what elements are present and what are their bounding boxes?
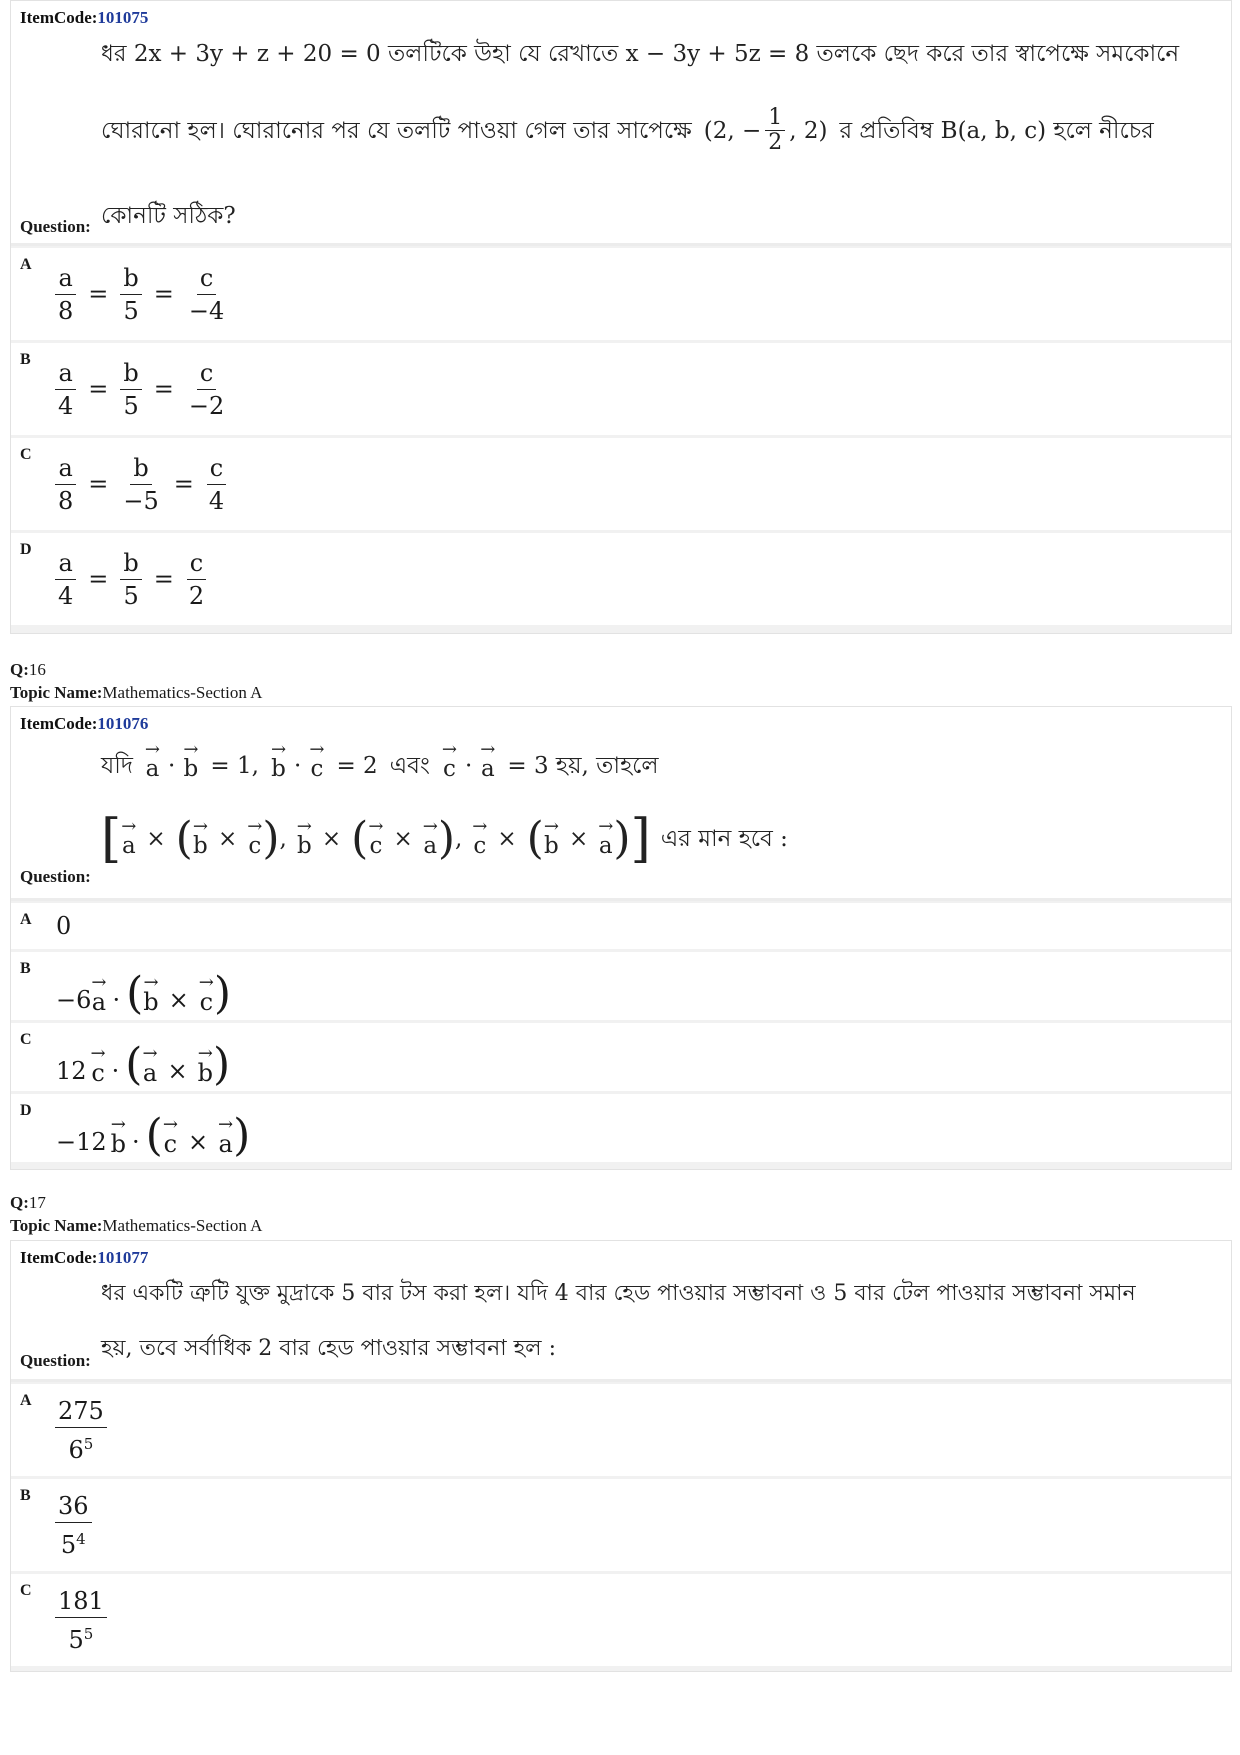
topic-name: Topic Name:Mathematics-Section A: [10, 683, 263, 702]
question-block-101076: [10, 706, 1232, 1170]
stem-line-3: কোনটি সঠিক?: [101, 203, 236, 229]
item-code: ItemCode:101077: [20, 1248, 149, 1267]
stem-line-2: হয়, তবে সর্বাধিক 2 বার হেড পাওয়ার সম্ভাবনা হল :: [101, 1336, 556, 1361]
option-letter: C: [20, 446, 32, 463]
option-body: 0: [56, 912, 72, 940]
option-letter: B: [20, 1487, 31, 1504]
option-letter: B: [20, 960, 31, 977]
option-letter: D: [20, 1102, 32, 1119]
option-letter: D: [20, 541, 32, 558]
option-letter: C: [20, 1031, 32, 1048]
option-b[interactable]: [11, 1479, 1231, 1571]
option-body: $\frac{a}{8}$ = $\frac{b}{5}$ = $\frac{c}{-4}$: [51, 248, 1211, 340]
option-letter: A: [20, 256, 32, 273]
option-body: $\frac{275}{6^5}$: [51, 1384, 1211, 1476]
question-label: Question:: [20, 217, 91, 236]
option-d[interactable]: [11, 1094, 1231, 1162]
question-label: Question:: [20, 1351, 91, 1370]
option-body: $\frac{36}{5^4}$: [51, 1479, 1211, 1571]
question-label: Question:: [20, 867, 91, 886]
question-stem: [11, 1, 1231, 246]
stem-line-1: ধর একটি ত্রুটি যুক্ত মুদ্রাকে 5 বার টস করা হল। যদি 4 বার হেড পাওয়ার সম্ভাবনা ও 5 বার টেল পাওয়ার সম্ভাবনা সমান: [101, 1281, 1136, 1306]
option-letter: B: [20, 351, 31, 368]
option-b[interactable]: [11, 952, 1231, 1020]
option-body: 12 → c · ( → a × → b ): [56, 1039, 231, 1090]
option-d[interactable]: [11, 533, 1231, 625]
option-body: $\frac{a}{8}$ = $\frac{b}{-5}$ = $\frac{c}{4}$: [51, 438, 1211, 530]
option-b[interactable]: [11, 343, 1231, 435]
question-block-101075: [10, 0, 1232, 634]
item-code-value: 101076: [97, 714, 149, 733]
reflection-point: (2, − $\frac{1}{2}$ , 2): [703, 105, 828, 155]
option-letter: C: [20, 1582, 32, 1599]
option-body: −12 → b · ( → c × → a ): [56, 1110, 251, 1161]
question-stem: [11, 1241, 1231, 1382]
stem-line-2: ঘোরানো হল। ঘোরানোর পর যে তলটি পাওয়া গেল তার সাপেক্ষে (2, − $\frac{1}{2}$ , 2) র প্রতিবিম্ব B(a, b, c) হলে নীচের: [101, 105, 1154, 155]
stem-line-1: ধর 2x + 3y + z + 20 = 0 তলটিকে উহা যে রেখাতে x − 3y + 5z = 8 তলকে ছেদ করে তার স্বাপেক্ষে সমকোনে: [101, 41, 1180, 67]
option-body: $\frac{a}{4}$ = $\frac{b}{5}$ = $\frac{c}{-2}$: [51, 343, 1211, 435]
stem-line-1: যদি → a · → b = 1, → b · → c = 2 এবং → c · → a = 3 হয়, তাহলে: [101, 739, 659, 782]
option-a[interactable]: [11, 1384, 1231, 1476]
option-body: $\frac{a}{4}$ = $\frac{b}{5}$ = $\frac{c}{2}$: [51, 533, 1211, 625]
option-c[interactable]: [11, 438, 1231, 530]
option-letter: A: [20, 911, 32, 928]
question-number: Q:16: [10, 660, 46, 679]
option-letter: A: [20, 1392, 32, 1409]
topic-name: Topic Name:Mathematics-Section A: [10, 1216, 263, 1235]
question-block-101077: [10, 1240, 1232, 1672]
item-code-value: 101075: [97, 8, 149, 27]
stem-line-2: [ → a × ( → b × → c ) , → b × ( → c × → a ) , → c × ( → b × → a ) ] এর মান হবে :: [101, 809, 788, 869]
question-stem: [11, 707, 1231, 901]
option-body: −6 → a · ( → b × → c ): [56, 968, 232, 1019]
item-code: ItemCode:101075: [20, 8, 149, 27]
option-c[interactable]: [11, 1574, 1231, 1666]
option-a[interactable]: [11, 903, 1231, 949]
option-c[interactable]: [11, 1023, 1231, 1091]
item-code-value: 101077: [97, 1248, 149, 1267]
question-number: Q:17: [10, 1193, 46, 1212]
item-code: ItemCode:101076: [20, 714, 149, 733]
option-a[interactable]: [11, 248, 1231, 340]
option-body: $\frac{181}{5^5}$: [51, 1574, 1211, 1666]
